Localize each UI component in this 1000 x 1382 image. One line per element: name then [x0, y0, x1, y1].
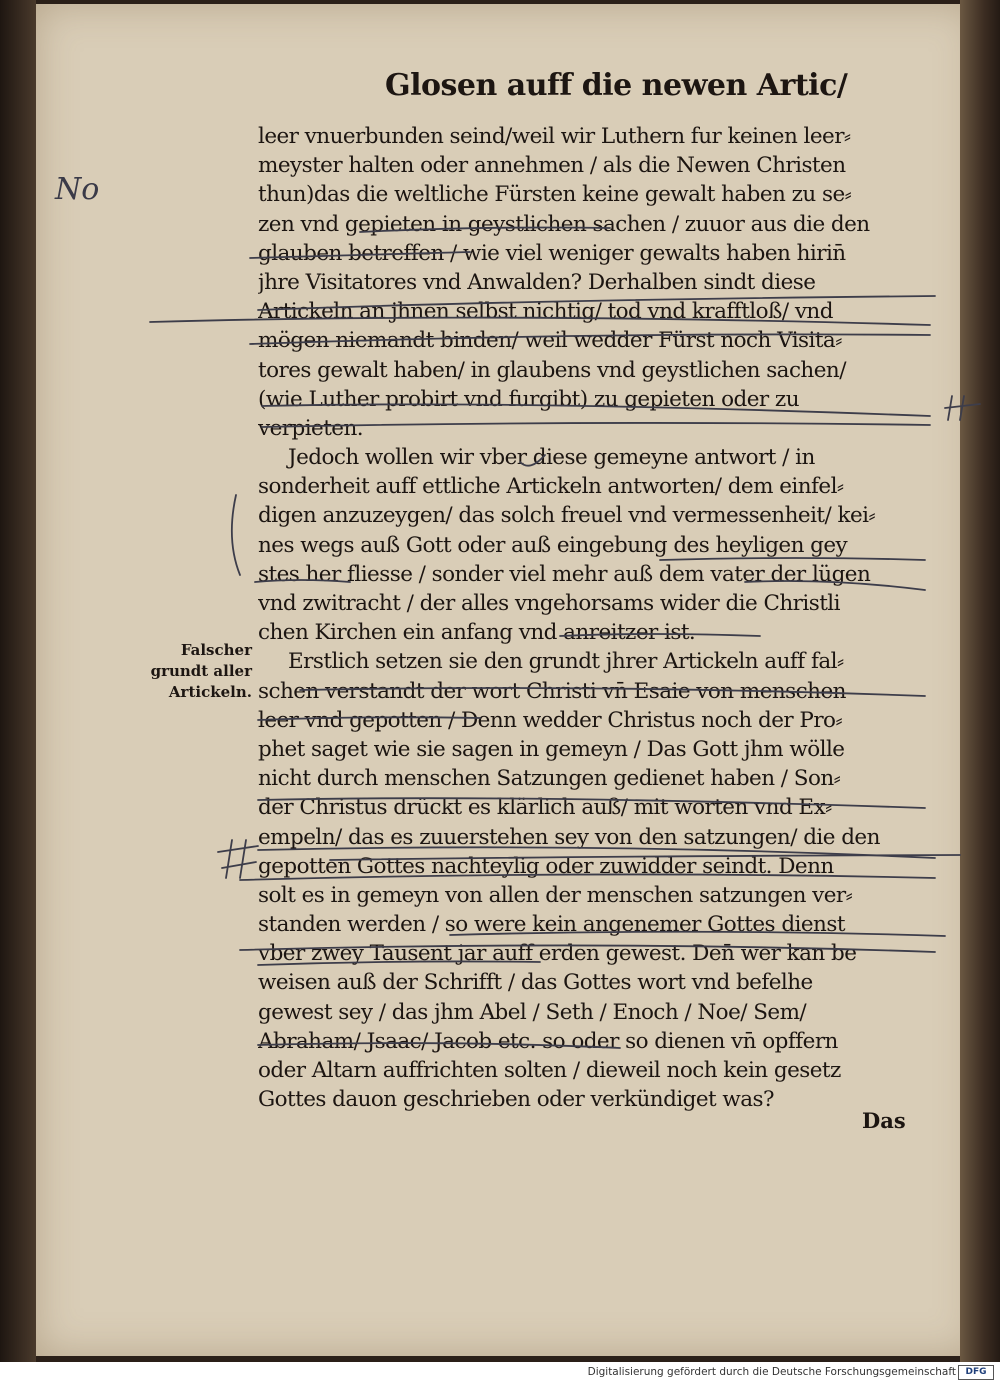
underline-mark	[258, 798, 925, 808]
underline-mark	[240, 874, 935, 880]
footer-credit: Digitalisierung gefördert durch die Deutsche Forschungsgemeinschaft	[587, 1366, 956, 1378]
handwritten-mark: No	[55, 172, 100, 207]
text-line: leer vnd gepotten / Denn wedder Christus noch der Pro⸗	[258, 707, 843, 733]
underline-mark	[450, 932, 945, 936]
text-line: nes wegs auß Gott oder auß eingebung des heyligen gey	[258, 532, 848, 558]
underline-mark	[258, 961, 540, 965]
underline-mark	[258, 1043, 620, 1048]
text-line: Abraham/ Jsaac/ Jacob etc. so oder so dienen vn̄ opffern	[258, 1028, 838, 1054]
margin-hash-mark	[218, 840, 258, 878]
text-line: digen anzuzeygen/ das solch freuel vnd vermessenheit/ kei⸗	[258, 503, 876, 529]
text-line: nicht durch menschen Satzungen gedienet haben / Son⸗	[258, 766, 841, 792]
text-line: Gottes dauon geschrieben oder verkündiget was?	[258, 1087, 774, 1113]
text-line: gepotten Gottes nachteylig oder zuwidder seindt. Denn	[258, 853, 834, 879]
text-line: gewest sey / das jhm Abel / Seth / Enoch / Noe/ Sem/	[258, 999, 807, 1025]
catchword: Das	[862, 1108, 906, 1133]
text-line: (wie Luther probirt vnd furgibt) zu gepieten oder zu	[258, 386, 800, 412]
dfg-logo: DFG	[958, 1365, 994, 1380]
margin-hash-mark	[945, 396, 980, 420]
margin-note-line: grundt aller	[150, 662, 252, 680]
underline-mark	[258, 296, 935, 310]
text-line: Erstlich setzen sie den grundt jhrer Artickeln auff fal⸗	[288, 649, 844, 675]
underline-mark	[258, 717, 480, 720]
underline-mark	[250, 252, 470, 258]
text-line: mögen niemandt binden/ weil wedder Fürst noch Visita⸗	[258, 328, 842, 354]
underline-mark	[262, 404, 930, 416]
underline-mark	[262, 423, 930, 427]
underline-mark	[250, 334, 930, 344]
underline-mark	[255, 580, 350, 582]
underline-mark	[240, 945, 935, 952]
underline-mark	[330, 855, 960, 860]
text-line: verpieten.	[258, 415, 364, 441]
text-line: phet saget wie sie sagen in gemeyn / Das Gott jhm wölle	[258, 736, 845, 762]
text-line: sonderheit auff ettliche Artickeln antworten/ dem einfel⸗	[258, 474, 844, 500]
text-line: vber zwey Tausent jar auff erden gewest. Den̄ wer kan be	[258, 941, 857, 967]
text-line: weisen auß der Schrifft / das Gottes wort vnd befelhe	[258, 970, 813, 996]
text-line: Artickeln an jhnen selbst nichtig/ tod vnd krafftloß/ vnd	[258, 299, 833, 325]
underline-mark	[150, 318, 930, 325]
text-line: schen verstandt der wort Christi vn̄ Esaie von menschen	[258, 678, 846, 704]
underline-mark	[232, 495, 240, 575]
text-line: tores gewalt haben/ in glaubens vnd geystlichen sachen/	[258, 357, 846, 383]
text-line: thun)das die weltliche Fürsten keine gewalt haben zu se⸗	[258, 182, 852, 208]
text-line: Jedoch wollen wir vber diese gemeyne antwort / in	[288, 445, 815, 471]
text-line: solt es in gemeyn von allen der menschen satzungen ver⸗	[258, 882, 853, 908]
text-line: empeln/ das es zuuerstehen sey von den satzungen/ die den	[258, 824, 880, 850]
underline-mark	[745, 581, 925, 590]
text-line: oder Altarn auffrichten solten / dieweil noch kein gesetz	[258, 1058, 841, 1083]
margin-note-line: Falscher	[180, 641, 252, 659]
text-line: meyster halten oder annehmen / als die Newen Christen	[258, 153, 846, 179]
underline-mark	[660, 558, 925, 560]
text-line: standen werden / so were kein angenemer Gottes dienst	[258, 912, 845, 938]
footer-bar	[0, 1362, 1000, 1382]
text-line: glauben betreffen / wie viel weniger gewalts haben hirin̄	[258, 240, 846, 266]
text-line: zen vnd gepieten in geystlichen sachen / zuuor aus die den	[258, 211, 870, 237]
text-line: jhre Visitatores vnd Anwalden? Derhalben sindt diese	[258, 269, 816, 295]
running-title: Glosen auff die newen Artic/	[385, 68, 848, 103]
underline-mark	[360, 228, 610, 233]
text-line: chen Kirchen ein anfang vnd anreitzer ist.	[258, 620, 696, 646]
text-line: der Christus drückt es klärlich auß/ mit worten vnd Ex⸗	[258, 795, 832, 821]
text-line: leer vnuerbunden seind/weil wir Luthern fur keinen leer⸗	[258, 124, 851, 149]
underline-mark	[520, 455, 545, 466]
underline-mark	[560, 634, 760, 636]
margin-note-line: Artickeln.	[168, 683, 252, 701]
text-line: stes her fliesse / sonder viel mehr auß dem vater der lügen	[258, 561, 871, 587]
text-line: vnd zwitracht / der alles vngehorsams wider die Christli	[258, 591, 840, 616]
underline-mark	[300, 688, 925, 696]
